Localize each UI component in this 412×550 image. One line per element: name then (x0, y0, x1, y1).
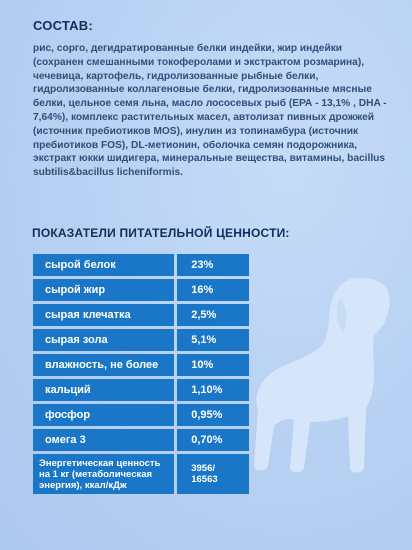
nutrition-title: ПОКАЗАТЕЛИ ПИТАТЕЛЬНОЙ ЦЕННОСТИ: (32, 226, 290, 240)
nutrient-value: 23% (177, 254, 249, 276)
nutrient-label: сырой жир (33, 279, 174, 301)
nutrient-label: влажность, не более (33, 354, 174, 376)
dog-silhouette-icon (244, 270, 404, 480)
nutrient-label: кальций (33, 379, 174, 401)
table-row (33, 354, 249, 376)
nutrient-label: сырая зола (33, 329, 174, 351)
nutrient-label: фосфор (33, 404, 174, 426)
table-row-energy (33, 454, 249, 494)
composition-text: рис, сорго, дегидратированные белки индейки, жир индейки (сохранен смешанными токоферолами и экстрактом розмарина), чечевица, картофель, гидролизованные рыбные белки, гидролизованные коллагеновые белки, гидролизованные мясные белки, цельное семя льна, масло лососевых рыб (ЕРА - 13,1% , DHA - 7,64%), комплекс растительных масел, автолизат пивных дрожжей (источник пребиотиков MOS), инулин из топинамбура (источник пребиотиков FOS), DL-метионин, оболочка семян подорожника, экстракт юкки шидигера, минеральные вещества, витамины, bacillus subtilis&bacillus licheniformis. (33, 43, 387, 179)
energy-label: Энергетическая ценность на 1 кг (метаболическая энергия), ккал/кДж (33, 454, 174, 494)
table-row (33, 329, 249, 351)
nutrition-table (30, 251, 252, 497)
table-row (33, 304, 249, 326)
nutrient-value: 0,95% (177, 404, 249, 426)
nutrient-label: сырой белок (33, 254, 174, 276)
nutrient-value: 16% (177, 279, 249, 301)
nutrient-value: 2,5% (177, 304, 249, 326)
nutrient-value: 1,10% (177, 379, 249, 401)
nutrient-label: сырая клечатка (33, 304, 174, 326)
composition-title: СОСТАВ: (33, 18, 93, 33)
table-row (33, 254, 249, 276)
nutrient-value: 0,70% (177, 429, 249, 451)
table-row (33, 429, 249, 451)
nutrient-label: омега 3 (33, 429, 174, 451)
table-row (33, 379, 249, 401)
energy-value: 3956/ 16563 (177, 454, 249, 494)
nutrient-value: 5,1% (177, 329, 249, 351)
nutrient-value: 10% (177, 354, 249, 376)
table-row (33, 279, 249, 301)
table-row (33, 404, 249, 426)
